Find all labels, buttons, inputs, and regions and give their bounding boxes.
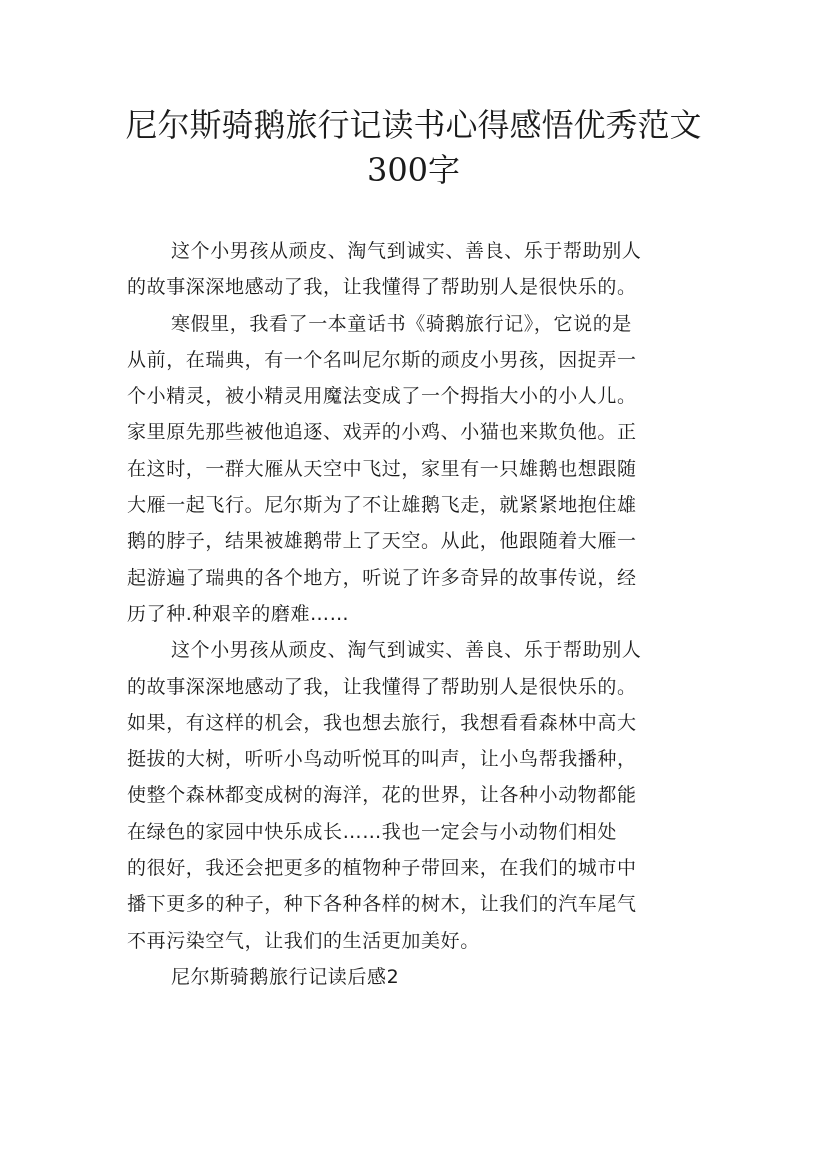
text-line: 起游遍了瑞典的各个地方，听说了许多奇异的故事传说，经 xyxy=(127,566,637,589)
text-line: 的故事深深地感动了我，让我懂得了帮助别人是很快乐的。 xyxy=(127,276,637,299)
text-line: 这个小男孩从顽皮、淘气到诚实、善良、乐于帮助别人 xyxy=(171,240,642,262)
text-line: 在这时，一群大雁从天空中飞过，家里有一只雄鹅也想跟随 xyxy=(127,457,637,480)
text-line: 尼尔斯骑鹅旅行记读后感2 xyxy=(171,965,400,988)
text-line: 这个小男孩从顽皮、淘气到诚实、善良、乐于帮助别人 xyxy=(171,639,642,662)
text-line: 如果，有这样的机会，我也想去旅行，我想看看森林中高大 xyxy=(127,711,637,734)
text-line: 的很好，我还会把更多的植物种子带回来，在我们的城市中 xyxy=(127,857,637,880)
text-line: 个小精灵，被小精灵用魔法变成了一个拇指大小的小人儿。 xyxy=(127,385,637,408)
text-line: 挺拔的大树，听听小鸟动听悦耳的叫声，让小鸟帮我播种， xyxy=(127,748,637,771)
document-title-line-1: 尼尔斯骑鹅旅行记读书心得感悟优秀范文 xyxy=(125,106,702,144)
text-line: 播下更多的种子，种下各种各样的树木，让我们的汽车尾气 xyxy=(127,893,637,916)
text-line: 家里原先那些被他追逐、戏弄的小鸡、小猫也来欺负他。正 xyxy=(127,421,637,444)
text-line: 历了种.种艰辛的磨难…… xyxy=(127,602,350,625)
text-line: 的故事深深地感动了我，让我懂得了帮助别人是很快乐的。 xyxy=(127,675,637,698)
document-body xyxy=(127,233,707,995)
document-title-line-2: 300字 xyxy=(366,151,461,189)
text-line: 大雁一起飞行。尼尔斯为了不让雄鹅飞走，就紧紧地抱住雄 xyxy=(127,494,637,517)
text-line: 寒假里，我看了一本童话书《骑鹅旅行记》，它说的是 xyxy=(171,312,632,335)
text-line: 不再污染空气，让我们的生活更加美好。 xyxy=(127,929,480,952)
text-line: 鹅的脖子，结果被雄鹅带上了天空。从此，他跟随着大雁一 xyxy=(127,530,637,553)
text-line: 在绿色的家园中快乐成长……我也一定会与小动物们相处 xyxy=(127,820,618,843)
text-line: 使整个森林都变成树的海洋，花的世界，让各种小动物都能 xyxy=(127,784,637,807)
text-line: 从前，在瑞典，有一个名叫尼尔斯的顽皮小男孩，因捉弄一 xyxy=(127,348,637,371)
